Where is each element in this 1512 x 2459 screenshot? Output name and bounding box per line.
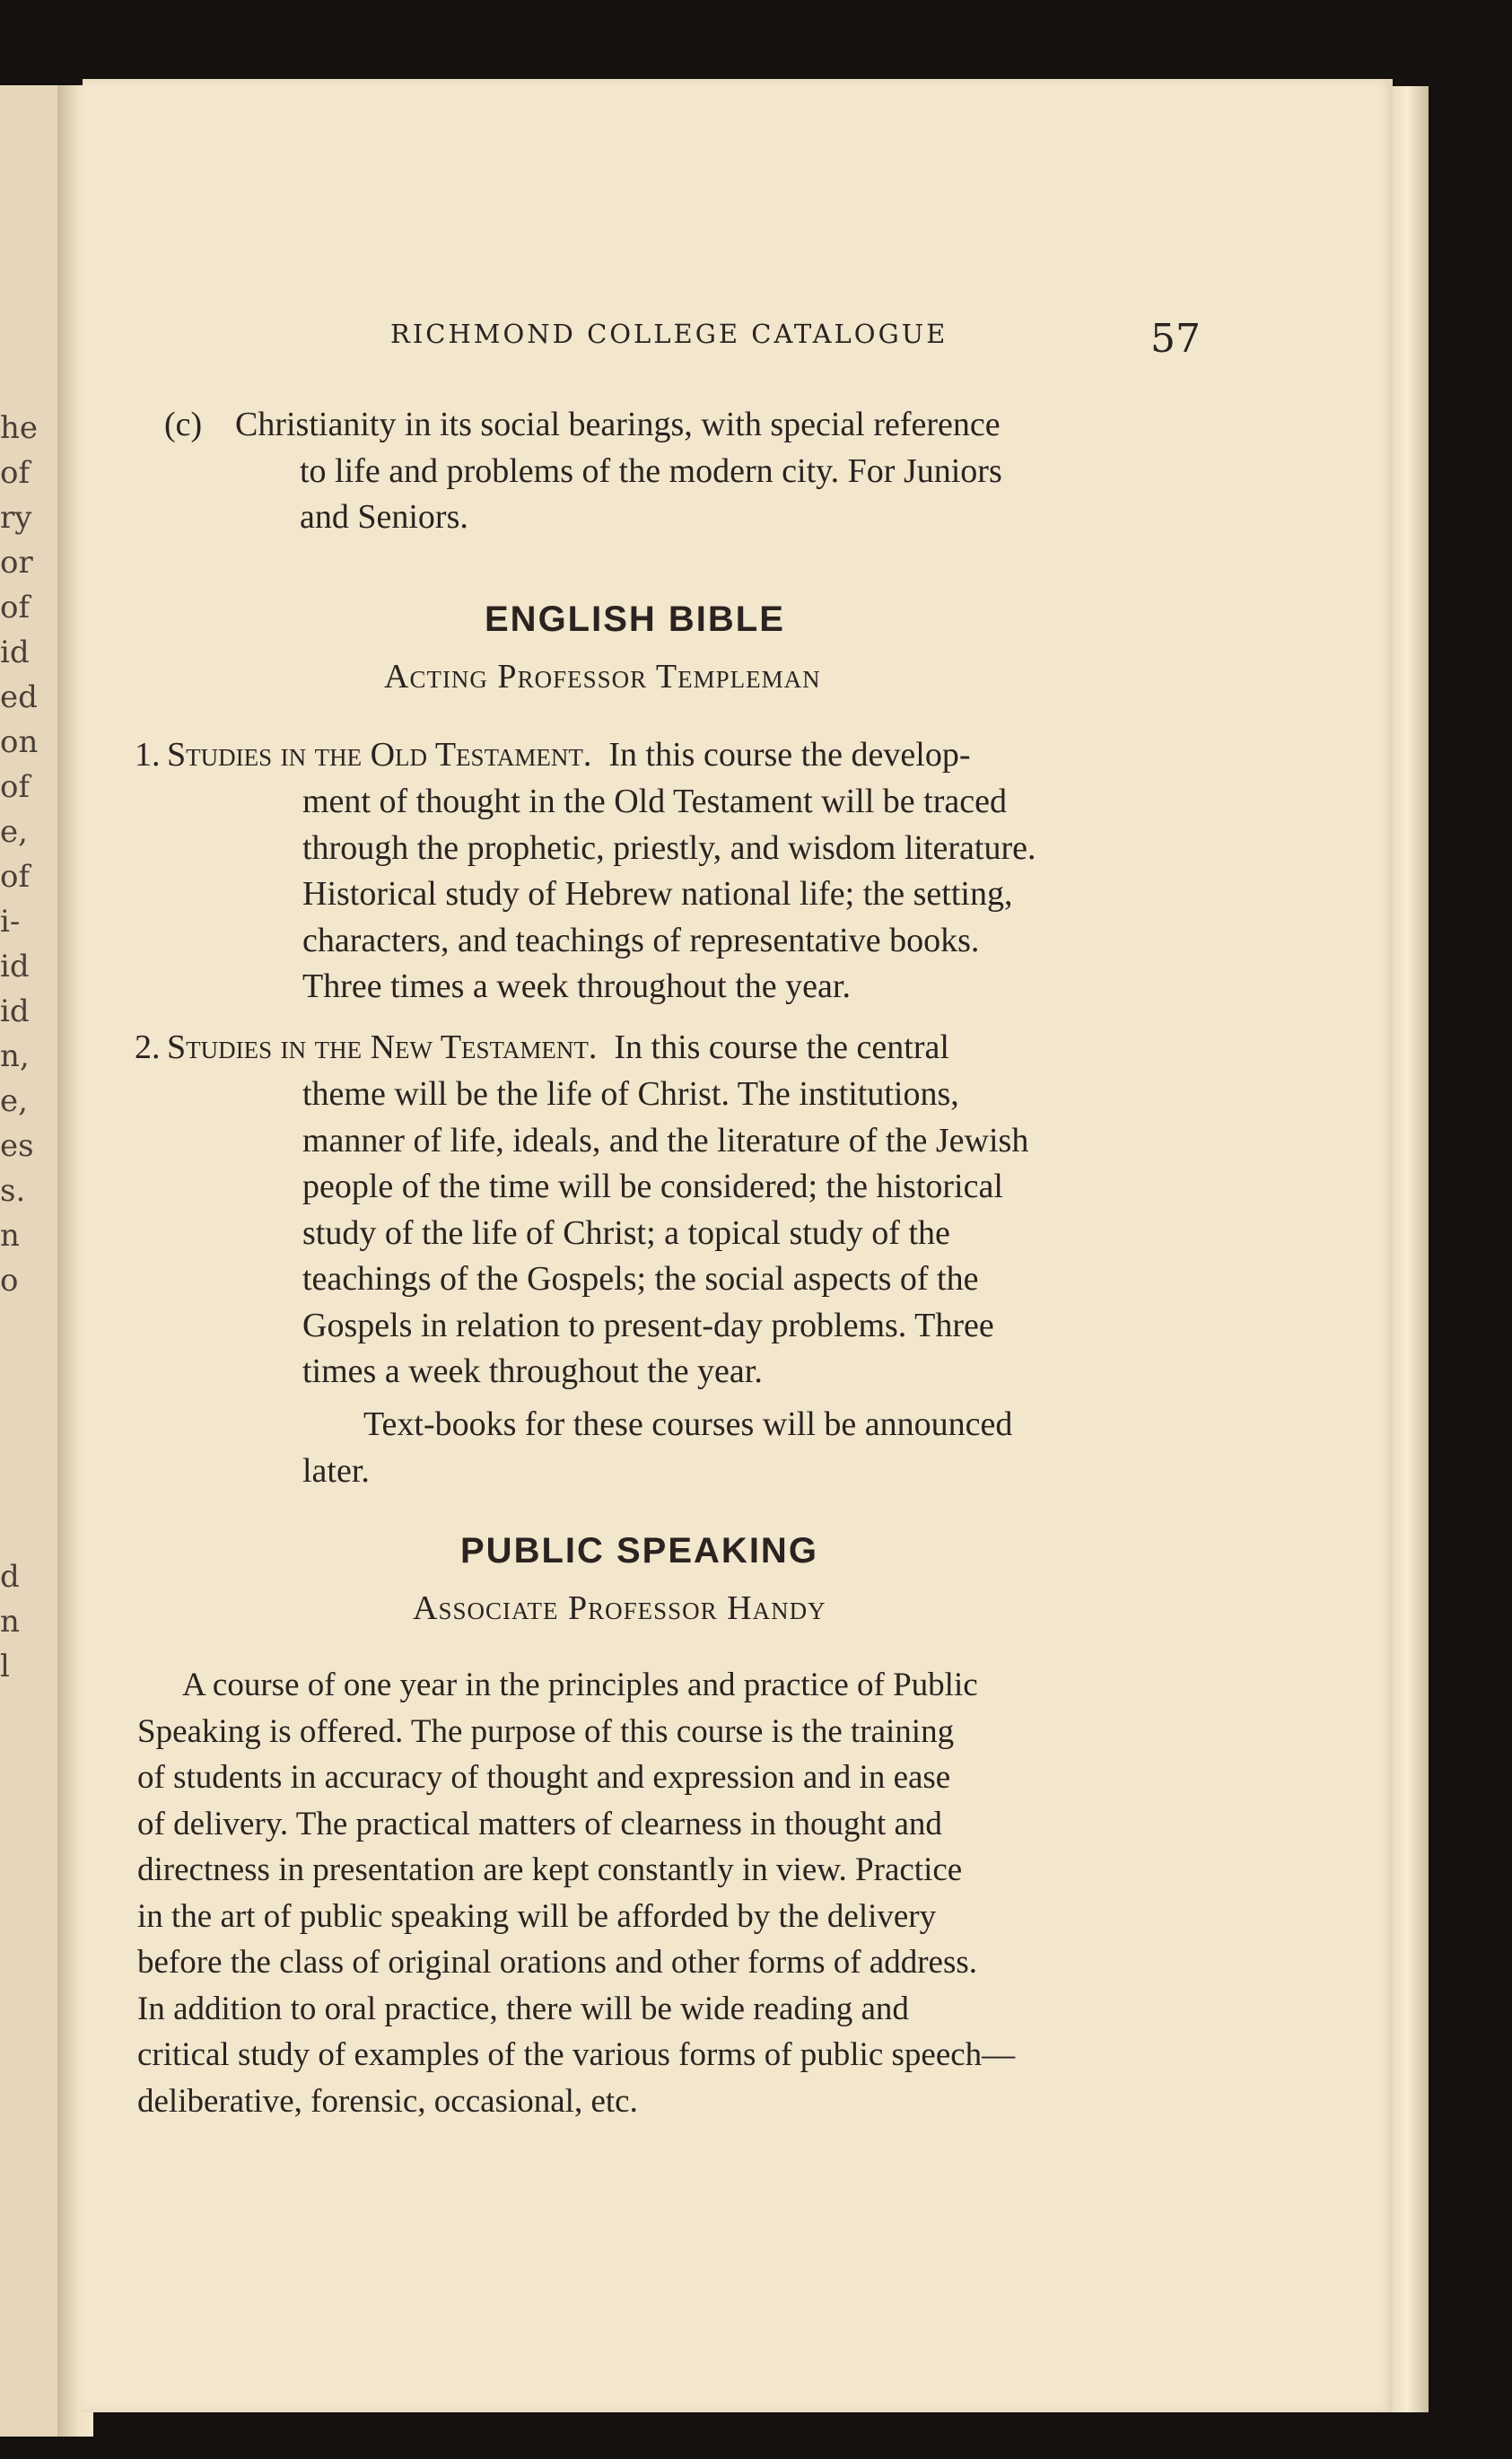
facing-page-fragment: ed xyxy=(0,679,38,715)
text-line: In this course the central xyxy=(614,1028,949,1066)
text-line: through the prophetic, priestly, and wisdom literature. xyxy=(302,828,1036,867)
item-c-marker: (c) xyxy=(164,406,203,443)
text-line: directness in presentation are kept constantly in view. Practice xyxy=(137,1851,963,1888)
text-line: deliberative, forensic, occasional, etc. xyxy=(137,2082,638,2120)
facing-page-fragment: of xyxy=(0,859,31,895)
running-title: RICHMOND COLLEGE CATALOGUE xyxy=(390,319,948,349)
facing-page-fragment: l xyxy=(0,1649,10,1685)
page-edges xyxy=(1393,86,1429,2412)
facing-page-fragment: he xyxy=(0,410,39,446)
text-line: ment of thought in the Old Testament will be traced xyxy=(302,783,1007,820)
text-line: teachings of the Gospels; the social aspects of the xyxy=(302,1260,979,1298)
text-line: to life and problems of the modern city. For Juniors xyxy=(300,451,1002,490)
text-line: manner of life, ideals, and the literature of the Jewish xyxy=(302,1121,1029,1159)
text-line: Text-books for these courses will be announced xyxy=(363,1405,1013,1443)
text-line: In addition to oral practice, there will be wide reading and xyxy=(137,1990,909,2027)
professor-line-public-speaking: Associate Professor Handy xyxy=(413,1589,826,1627)
facing-page-fragment: s. xyxy=(0,1173,26,1209)
text-line: of students in accuracy of thought and expression and in ease xyxy=(137,1759,951,1796)
course-description-old-testament xyxy=(302,779,1036,1011)
facing-page-fragment: id xyxy=(0,634,30,670)
section-heading-public-speaking: PUBLIC SPEAKING xyxy=(460,1531,818,1571)
facing-page-fragment: e, xyxy=(0,814,28,850)
text-line: Three times a week throughout the year. xyxy=(302,967,851,1005)
text-line: people of the time will be considered; the historical xyxy=(302,1168,1003,1205)
facing-page-fragment: of xyxy=(0,769,31,805)
course-title-new-testament xyxy=(167,1025,949,1072)
facing-page-fragment: of xyxy=(0,590,31,626)
text-line: in the art of public speaking will be afforded by the delivery xyxy=(137,1897,937,1935)
text-line: A course of one year in the principles and practice of Public xyxy=(182,1667,978,1703)
text-line: Speaking is offered. The purpose of this course is the training xyxy=(137,1712,955,1750)
course-description-new-testament xyxy=(302,1072,1028,1396)
textbooks-note xyxy=(302,1402,1012,1494)
facing-page-fragment: e, xyxy=(0,1083,28,1119)
facing-page-fragment: id xyxy=(0,949,30,984)
course-number: 1. xyxy=(135,736,161,774)
facing-page-fragment: n xyxy=(0,1218,20,1254)
facing-page-fragment: or xyxy=(0,545,33,581)
facing-page-fragment: n xyxy=(0,1604,20,1640)
facing-page-fragment: o xyxy=(0,1263,19,1299)
course-number: 2. xyxy=(135,1028,161,1066)
text-line: study of the life of Christ; a topical study of the xyxy=(302,1213,950,1252)
text-line: later. xyxy=(302,1451,370,1490)
facing-page-fragment: es xyxy=(0,1128,34,1164)
facing-page-fragment: id xyxy=(0,993,30,1029)
page-number: 57 xyxy=(1150,316,1201,362)
text-line: of delivery. The practical matters of clearness in thought and xyxy=(137,1805,942,1842)
facing-page-fragment: n, xyxy=(0,1038,30,1074)
text-line: Christianity in its social bearings, with special reference xyxy=(235,406,1001,443)
text-line: In this course the develop- xyxy=(608,736,971,774)
text-line: times a week throughout the year. xyxy=(302,1352,763,1390)
facing-page-fragment: i- xyxy=(0,904,21,940)
facing-page-fragment: ry xyxy=(0,500,32,536)
text-line: critical study of examples of the various forms of public speech— xyxy=(137,2036,1016,2073)
text-line: and Seniors. xyxy=(300,498,468,536)
text-line: characters, and teachings of representative books. xyxy=(302,921,980,959)
text-line: Historical study of Hebrew national life; the setting, xyxy=(302,875,1013,913)
text-line: before the class of original orations and other forms of address. xyxy=(137,1944,978,1981)
public-speaking-paragraph xyxy=(137,1662,1015,2124)
course-title: Studies in the New Testament. xyxy=(167,1028,598,1066)
facing-page-fragment: of xyxy=(0,455,31,491)
course-title: Studies in the Old Testament. xyxy=(167,736,592,774)
professor-line-english-bible: Acting Professor Templeman xyxy=(384,658,821,696)
text-line: theme will be the life of Christ. The institutions, xyxy=(302,1075,959,1113)
facing-page-fragment: on xyxy=(0,724,39,760)
facing-page-fragment: d xyxy=(0,1559,20,1595)
section-heading-english-bible: ENGLISH BIBLE xyxy=(485,599,785,639)
text-line: Gospels in relation to present-day problems. Three xyxy=(302,1306,994,1344)
item-c-text xyxy=(235,402,1200,541)
course-title-old-testament xyxy=(167,732,971,779)
